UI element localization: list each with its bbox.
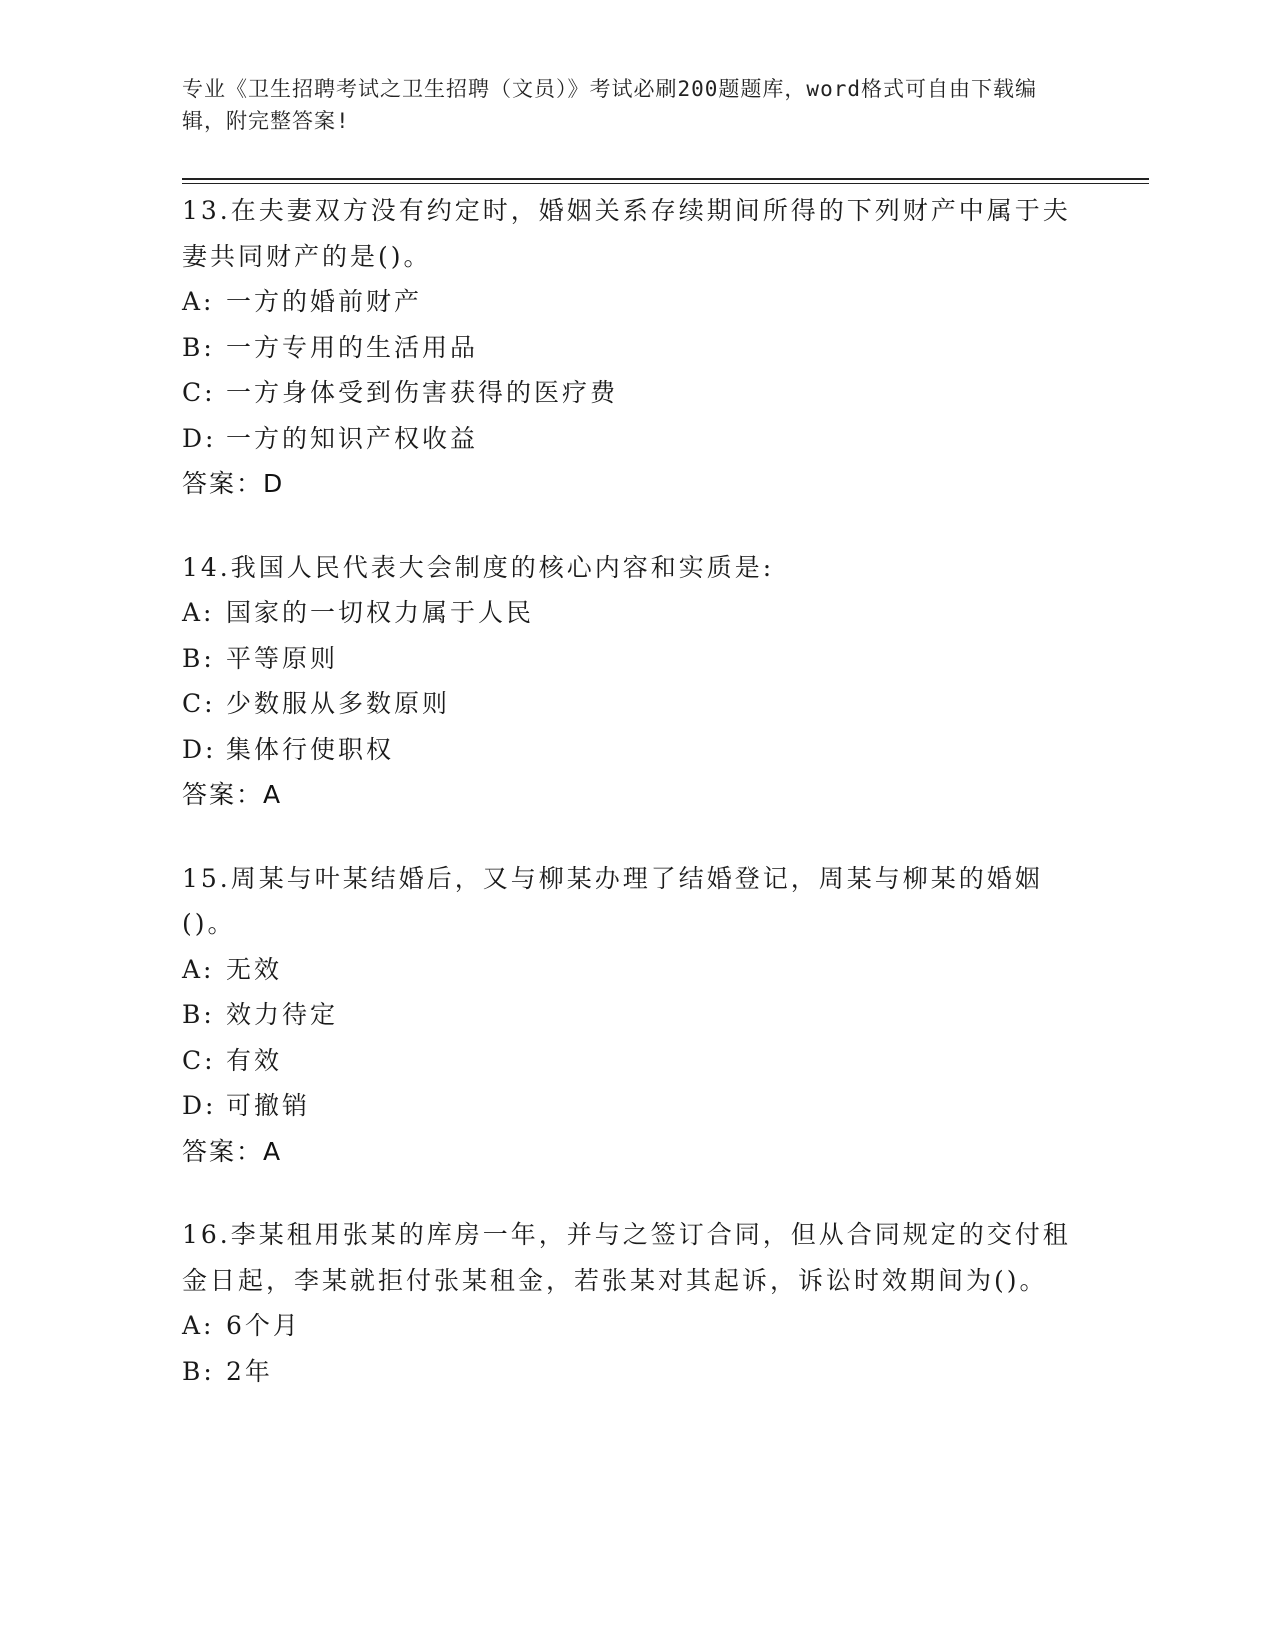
option-text: 集体行使职权 xyxy=(226,734,395,764)
document-header: 专业《卫生招聘考试之卫生招聘（文员）》考试必刷200题题库，word格式可自由下载编辑，附完整答案! xyxy=(182,77,1037,133)
option-d xyxy=(182,416,1082,462)
option-text: 效力待定 xyxy=(226,1000,339,1029)
header-divider-thin xyxy=(182,183,1149,184)
option-d xyxy=(182,727,1082,773)
question-15 xyxy=(182,856,1082,1175)
option-key: D: xyxy=(182,423,217,453)
question-text: 14.我国人民代表大会制度的核心内容和实质是: xyxy=(182,552,775,582)
option-text: 一方身体受到伤害获得的医疗费 xyxy=(226,378,619,407)
option-text: 平等原则 xyxy=(226,643,339,673)
option-key: B: xyxy=(182,1000,215,1029)
option-a xyxy=(182,947,1082,993)
option-text: 可撤销 xyxy=(226,1091,311,1120)
answer-line: 答案：A xyxy=(182,1136,283,1166)
option-key: B: xyxy=(182,1356,215,1386)
option-b xyxy=(182,325,1082,371)
option-text: 一方的知识产权收益 xyxy=(226,423,479,453)
option-text: 少数服从多数原则 xyxy=(226,689,451,718)
option-text: 国家的一切权力属于人民 xyxy=(226,598,535,627)
question-list xyxy=(182,188,1082,1432)
option-key: D: xyxy=(182,734,217,764)
option-text: 一方的婚前财产 xyxy=(226,287,423,316)
option-a xyxy=(182,590,1082,636)
option-text: 有效 xyxy=(226,1045,283,1075)
option-key: D: xyxy=(182,1091,217,1120)
option-text: 6个月 xyxy=(226,1311,301,1340)
option-key: C: xyxy=(182,378,216,407)
option-key: B: xyxy=(182,332,215,362)
option-a xyxy=(182,279,1082,325)
question-16 xyxy=(182,1212,1082,1394)
question-text: 13.在夫妻双方没有约定时，婚姻关系存续期间所得的下列财产中属于夫妻共同财产的是()。 xyxy=(182,196,1071,271)
option-key: C: xyxy=(182,689,216,718)
option-c xyxy=(182,370,1082,416)
option-c xyxy=(182,1038,1082,1084)
question-text: 15.周某与叶某结婚后，又与柳某办理了结婚登记，周某与柳某的婚姻()。 xyxy=(182,863,1043,938)
option-c xyxy=(182,681,1082,727)
question-14 xyxy=(182,545,1082,818)
option-text: 2年 xyxy=(226,1356,273,1386)
option-b xyxy=(182,636,1082,682)
option-b xyxy=(182,1349,1082,1395)
answer-line: 答案：A xyxy=(182,780,283,809)
option-d xyxy=(182,1083,1082,1129)
option-key: A: xyxy=(182,287,215,316)
option-key: B: xyxy=(182,643,215,673)
option-key: C: xyxy=(182,1045,216,1075)
answer-line: 答案：D xyxy=(182,469,285,498)
question-13 xyxy=(182,188,1082,507)
option-key: A: xyxy=(182,598,215,627)
option-text: 无效 xyxy=(226,954,283,984)
option-text: 一方专用的生活用品 xyxy=(226,332,479,362)
option-a xyxy=(182,1303,1082,1349)
header-divider-thick xyxy=(182,178,1149,180)
option-key: A: xyxy=(182,1311,215,1340)
option-b xyxy=(182,992,1082,1038)
question-text: 16.李某租用张某的库房一年，并与之签订合同，但从合同规定的交付租金日起，李某就拒付张某租金，若张某对其起诉，诉讼时效期间为()。 xyxy=(182,1220,1071,1295)
option-key: A: xyxy=(182,954,215,984)
